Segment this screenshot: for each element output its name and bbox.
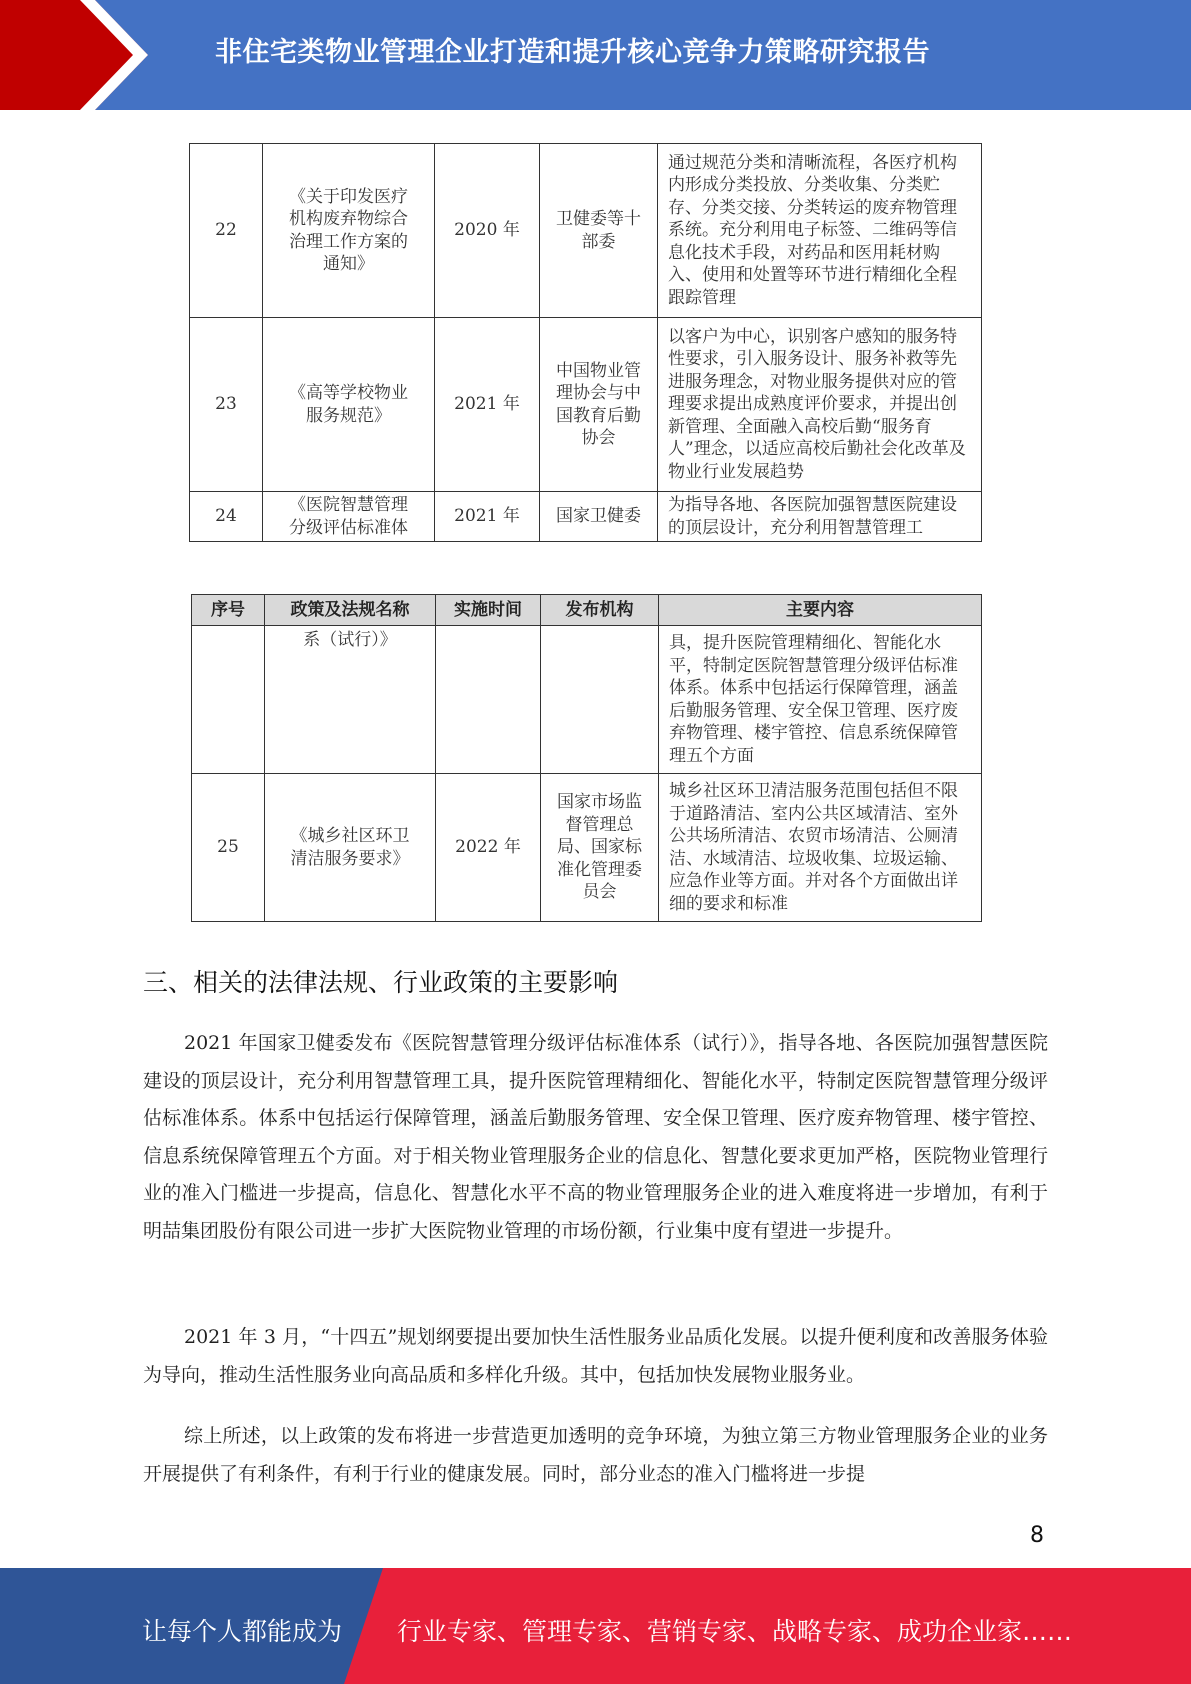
policy-name: 《关于印发医疗机构废弃物综合治理工作方案的通知》 (289, 186, 408, 274)
header-arrow-red (0, 0, 148, 110)
policy-issuer: 国家市场监督管理总局、国家标准化管理委员会 (557, 792, 642, 903)
policy-issuer: 卫健委等十部委 (556, 209, 641, 252)
row-number: 23 (190, 318, 263, 492)
table-row (190, 492, 982, 542)
policy-name: 系（试行）》 (303, 630, 397, 650)
table-row (192, 626, 982, 774)
policy-year: 2021 年 (435, 318, 540, 492)
policy-issuer: 国家卫健委 (556, 506, 641, 527)
header-title: 非住宅类物业管理企业打造和提升核心竞争力策略研究报告 (215, 37, 930, 68)
row-number: 22 (190, 144, 263, 318)
table-row (190, 318, 982, 492)
policy-year (436, 626, 541, 774)
header-effective-date: 实施时间 (436, 595, 541, 626)
header-policy-name: 政策及法规名称 (265, 595, 436, 626)
header-serial-number: 序号 (192, 595, 265, 626)
section-heading: 三、相关的法律法规、行业政策的主要影响 (143, 968, 619, 997)
header-main-content: 主要内容 (659, 595, 982, 626)
page-number: 8 (1030, 1523, 1044, 1548)
table-row (190, 144, 982, 318)
body-paragraph: 2021 年国家卫健委发布《医院智慧管理分级评估标准体系（试行）》，指导各地、各医院加强智慧医院建设的顶层设计，充分利用智慧管理工具，提升医院管理精细化、智能化水平，特制定医院智慧管理分级评估标准体系。体系中包括运行保障管理，涵盖后勤服务管理、安全保卫管理、医疗废弃物管理、楼宇管控、信息系统保障管理五个方面。对于相关物业管理服务企业的信息化、智慧化要求更加严格，医院物业管理行业的准入门槛进一步提高，信息化、智慧化水平不高的物业管理服务企业的进入难度将进一步增加，有利于明喆集团股份有限公司进一步扩大医院物业管理的市场份额，行业集中度有望进一步提升。 (143, 1032, 1048, 1242)
table-header-row (192, 595, 982, 626)
table-row (192, 774, 982, 922)
policy-table (191, 594, 982, 922)
policy-name: 《医院智慧管理分级评估标准体 (289, 495, 408, 538)
policy-content: 城乡社区环卫清洁服务范围包括但不限于道路清洁、室内公共区域清洁、室外公共场所清洁、农贸市场清洁、公厕清洁、水域清洁、垃圾收集、垃圾运输、应急作业等方面。并对各个方面做出详细的要求和标准 (659, 774, 982, 922)
policy-issuer: 中国物业管理协会与中国教育后勤协会 (556, 360, 641, 448)
policy-name: 《高等学校物业服务规范》 (289, 383, 408, 426)
header-issuer: 发布机构 (541, 595, 659, 626)
body-paragraph: 综上所述，以上政策的发布将进一步营造更加透明的竞争环境，为独立第三方物业管理服务企业的业务开展提供了有利条件，有利于行业的健康发展。同时，部分业态的准入门槛将进一步提 (143, 1425, 1048, 1485)
policy-name: 《城乡社区环卫清洁服务要求》 (290, 826, 410, 869)
row-number: 24 (190, 492, 263, 542)
policy-year: 2020 年 (435, 144, 540, 318)
row-number (192, 626, 265, 774)
row-number: 25 (192, 774, 265, 922)
header-bar (0, 0, 1191, 110)
footer-slogan-right: 行业专家、管理专家、营销专家、战略专家、成功企业家…… (397, 1617, 1073, 1646)
policy-content: 具，提升医院管理精细化、智能化水平，特制定医院智慧管理分级评估标准体系。体系中包括运行保障管理，涵盖后勤服务管理、安全保卫管理、医疗废弃物管理、楼宇管控、信息系统保障管理五个方面 (659, 626, 982, 774)
policy-content: 通过规范分类和清晰流程，各医疗机构内形成分类投放、分类收集、分类贮存、分类交接、分类转运的废弃物管理系统。充分利用电子标签、二维码等信息化技术手段，对药品和医用耗材购入、使用和处置等环节进行精细化全程跟踪管理 (658, 144, 982, 318)
policy-table-continued (189, 143, 982, 542)
policy-content: 以客户为中心，识别客户感知的服务特性要求，引入服务设计、服务补救等先进服务理念，对物业服务提供对应的管理要求提出成熟度评价要求，并提出创新管理、全面融入高校后勤“服务育人”理念，以适应高校后勤社会化改革及物业行业发展趋势 (658, 318, 982, 492)
policy-year: 2022 年 (436, 774, 541, 922)
policy-year: 2021 年 (435, 492, 540, 542)
policy-content: 为指导各地、各医院加强智慧医院建设的顶层设计，充分利用智慧管理工 (658, 492, 982, 542)
body-paragraph: 2021 年 3 月，“十四五”规划纲要提出要加快生活性服务业品质化发展。以提升便利度和改善服务体验为导向，推动生活性服务业向高品质和多样化升级。其中，包括加快发展物业服务业。 (143, 1326, 1048, 1386)
footer-slogan-left: 让每个人都能成为 (142, 1617, 343, 1646)
